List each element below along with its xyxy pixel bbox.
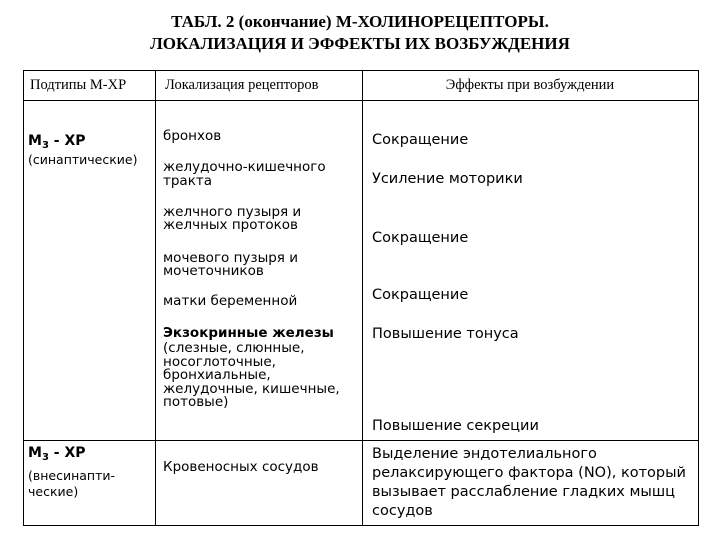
effect-contraction-gallbladder: Сокращение bbox=[372, 230, 469, 246]
table-top-border bbox=[23, 70, 699, 71]
subtype-letter: М bbox=[28, 445, 42, 461]
effect-contraction-uterus: Сокращение bbox=[372, 287, 469, 303]
row-divider bbox=[23, 440, 699, 441]
loc-uterus: матки беременной bbox=[163, 293, 298, 309]
table-left-border bbox=[23, 70, 24, 526]
table-right-border bbox=[698, 70, 699, 526]
loc-gi-tract: желудочно-кишечного тракта bbox=[163, 159, 326, 189]
table-bottom-border bbox=[23, 525, 699, 526]
effect-motility: Усиление моторики bbox=[372, 171, 523, 187]
loc-glands-title: Экзокринные железы bbox=[163, 325, 334, 341]
column-divider-1 bbox=[155, 70, 156, 526]
subtype-suffix: - ХР bbox=[48, 133, 86, 149]
subtype-index: 3 bbox=[41, 452, 49, 463]
subtype-note-extrasynaptic: (внесинапти- ческие) bbox=[28, 468, 116, 499]
loc-blood-vessels: Кровеносных сосудов bbox=[163, 459, 319, 475]
column-divider-2 bbox=[362, 70, 363, 526]
effect-contraction-bronchi: Сокращение bbox=[372, 132, 469, 148]
title-line-2: ЛОКАЛИЗАЦИЯ И ЭФФЕКТЫ ИХ ВОЗБУЖДЕНИЯ bbox=[150, 34, 570, 53]
loc-gallbladder: желчного пузыря и желчных протоков bbox=[163, 204, 302, 233]
subtype-index: 3 bbox=[41, 140, 49, 151]
header-subtypes: Подтипы М-ХР bbox=[30, 77, 127, 93]
effect-no-release: Выделение эндотелиального релаксирующего фактора (NO), который вызывает расслабление гладких мышц сосудов bbox=[372, 446, 686, 519]
loc-bronchi: бронхов bbox=[163, 128, 222, 144]
loc-glands-list: (слезные, слюнные, носоглоточные, бронхиальные, желудочные, кишечные, потовые) bbox=[163, 340, 340, 410]
loc-urinary: мочевого пузыря и мочеточников bbox=[163, 250, 298, 279]
title-line-1: ТАБЛ. 2 (окончание) М-ХОЛИНОРЕЦЕПТОРЫ. bbox=[171, 12, 549, 31]
subtype-m3-synaptic bbox=[28, 134, 86, 153]
subtype-letter: М bbox=[28, 133, 42, 149]
subtype-suffix: - ХР bbox=[48, 445, 86, 461]
page-title bbox=[0, 12, 720, 54]
effect-secretion: Повышение секреции bbox=[372, 418, 539, 434]
subtype-m3-extrasynaptic bbox=[28, 446, 86, 465]
subtype-note-synaptic: (синаптические) bbox=[28, 152, 138, 167]
effect-tone: Повышение тонуса bbox=[372, 326, 519, 342]
header-effects: Эффекты при возбуждении bbox=[445, 77, 615, 93]
header-bottom-border bbox=[23, 100, 699, 101]
header-localization: Локализация рецепторов bbox=[165, 77, 319, 93]
